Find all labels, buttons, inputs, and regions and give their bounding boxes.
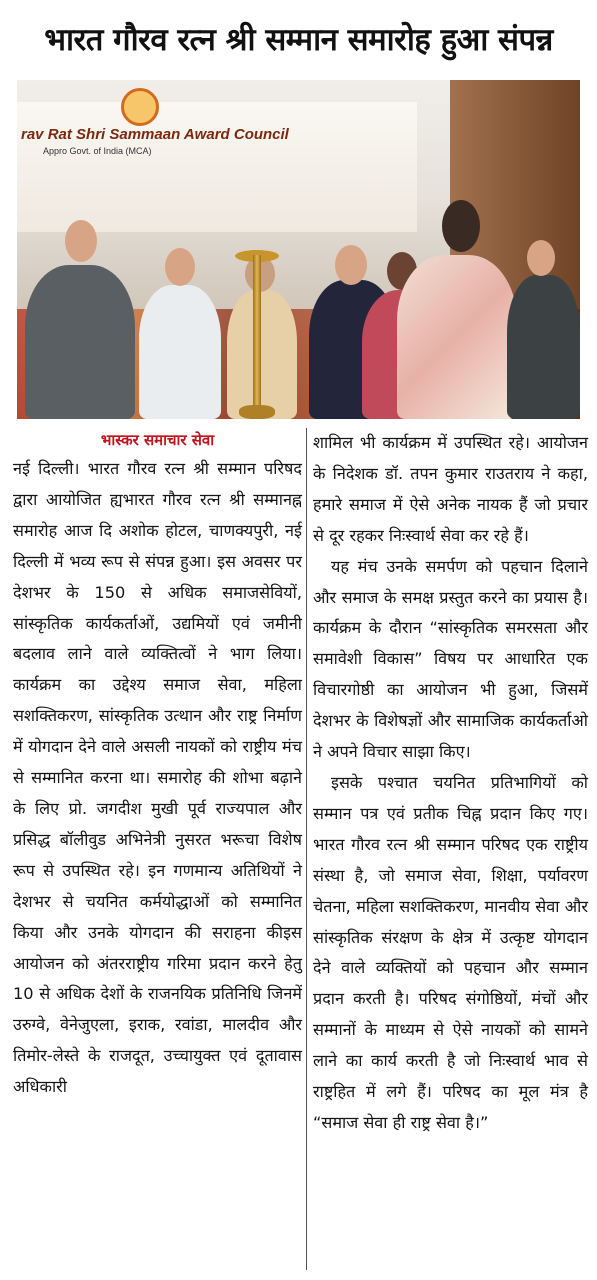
person-grey-suit [25, 265, 135, 419]
council-logo-icon [121, 88, 159, 126]
oil-lamp-base [239, 405, 275, 419]
headline: भारत गौरव रत्न श्री सम्मान समारोह हुआ संपन्न [44, 22, 553, 58]
person-right-group [507, 275, 580, 419]
article-paragraph: इसके पश्चात चयनित प्रतिभागियों को सम्मान पत्र एवं प्रतीक चिह्न प्रदान किए गए। भारत गौरव रत्न श्री सम्मान परिषद एक राष्ट्रीय संस्था है, जो समाज सेवा, शिक्षा, पर्यावरण चेतना, महिला सशक्तिकरण, मानवीय सेवा और सांस्कृतिक संरक्षण के क्षेत्र में उत्कृष्ट योगदान देने वाले व्यक्तियों को पहचान और सम्मान प्रदान करती है। परिषद संगोष्ठियों, मंचों और सम्मानों के माध्यम से ऐसे नायकों को सामने लाने का कार्य करती है जो निःस्वार्थ भाव से राष्ट्रहित में लगे हैं। परिषद का मूल मंत्र है “समाज सेवा ही राष्ट्र सेवा है।” [313, 772, 588, 1132]
oil-lamp-stand [253, 255, 261, 415]
event-photo [17, 80, 580, 419]
banner-title: rav Rat Shri Sammaan Award Council [21, 126, 289, 143]
person-head [442, 200, 480, 252]
person-head [335, 245, 367, 285]
article-paragraph: नई दिल्ली। भारत गौरव रत्न श्री सम्मान परिषद द्वारा आयोजित ह्यभारत गौरव रत्न श्री सम्मानह्न समारोह आज दि अशोक होटल, चाणक्यपुरी, नई दिल्ली में भव्य रूप से संपन्न हुआ। इस अवसर पर देशभर के 150 से अधिक समाजसेवियों, सांस्कृतिक कार्यकर्ताओं, उद्यमियों एवं जमीनी बदलाव लाने वाले व्यक्तित्वों ने भाग लिया। कार्यक्रम का उद्देश्य समाज सेवा, महिला सशक्तिकरण, सांस्कृतिक उत्थान और राष्ट्र निर्माण में योगदान देने वाले असली नायकों को राष्ट्रीय मंच से सम्मानित करना था। समारोह की शोभा बढ़ाने के लिए प्रो. जगदीश मुखी पूर्व राज्यपाल और प्रसिद्ध बॉलीवुड अभिनेत्री नुसरत भरूचा विशेष रूप से उपस्थित रहे। इन गणमान्य अतिथियों ने देशभर से चयनित कर्मयोद्धाओं को सम्मानित किया और उनके योगदान की सराहना कीइस आयोजन को अंतरराष्ट्रीय गरिमा प्रदान करने हेतु 10 से अधिक देशों के राजनयिक प्रतिनिधि जिनमें उरुग्वे, वेनेजुएला, इराक, रवांडा, मालदीव और तिमोर-लेस्ते के राजदूत, उच्चायुक्त एवं दूतावास अधिकारी [13, 459, 302, 1097]
person-head [527, 240, 555, 276]
person-white-kurta [139, 285, 221, 419]
award-banner [17, 102, 417, 232]
person-floral-dress [227, 290, 297, 419]
article-paragraph: शामिल भी कार्यक्रम में उपस्थित रहे। आयोजन के निदेशक डॉ. तपन कुमार राउतराय ने कहा, हमारे समाज में ऐसे अनेक नायक हैं जो प्रचार से दूर रहकर निःस्वार्थ सेवा कर रहे हैं। [313, 433, 588, 545]
person-head [65, 220, 97, 262]
byline: भास्कर समाचार सेवा [100, 431, 215, 449]
column-divider [306, 428, 307, 1270]
article-right-column [313, 428, 588, 1139]
article-left-column [13, 428, 302, 1103]
person-floral-saree [397, 255, 517, 419]
article-paragraph: यह मंच उनके समर्पण को पहचान दिलाने और समाज के समक्ष प्रस्तुत करने का प्रयास है। कार्यक्रम के दौरान “सांस्कृतिक समरसता और समावेशी विकास” विषय पर आधारित एक विचारगोष्ठी का आयोजन भी हुआ, जिसमें देशभर के विशेषज्ञों और सामाजिक कार्यकर्ताओ ने अपने विचार साझा किए। [313, 556, 588, 762]
person-head [165, 248, 195, 286]
banner-subtitle: Appro Govt. of India (MCA) [43, 146, 152, 156]
